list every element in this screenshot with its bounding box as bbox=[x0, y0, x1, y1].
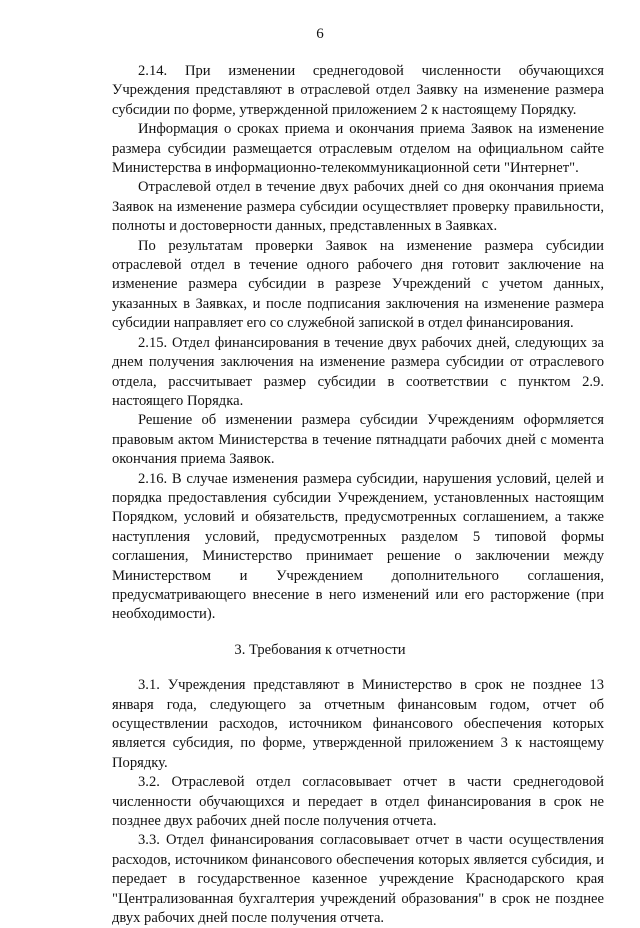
paragraph-3-3: 3.3. Отдел финансирования согласовывает отчет в части осуществления расходов, источником финансового обеспечения которых является субсидия, и передает в государственное казенное учреждение Краснодарского края "Централизованная бухгалтерия учреждений образования" в срок не позднее двух рабочих дней после получения отчета. bbox=[112, 832, 604, 927]
paragraph-2-14: 2.14. При изменении среднегодовой численности обучающихся Учреждения представляют в отраслевой отдел Заявку на изменение размера субсидии по форме, утвержденной приложением 2 к настоящему Порядку. bbox=[112, 63, 604, 118]
paragraph-3-2: 3.2. Отраслевой отдел согласовывает отчет в части среднегодовой численности обучающихся и передает в отдел финансирования в срок не позднее двух рабочих дней после получения отчета. bbox=[112, 774, 604, 830]
paragraph-verification: Отраслевой отдел в течение двух рабочих дней со дня окончания приема Заявок на изменение размера субсидии осуществляет проверку правильности, полноты и достоверности данных, представленных в Заявках. bbox=[112, 179, 604, 235]
page-number: 6 bbox=[316, 26, 324, 42]
paragraph-2-15: 2.15. Отдел финансирования в течение двух рабочих дней, следующих за днем получения заключения на изменение размера субсидии от отраслевого отдела, рассчитывает размер субсидии в соответствии с пунктом 2.9. настоящего Порядка. bbox=[112, 334, 604, 409]
paragraph-2-16: 2.16. В случае изменения размера субсидии, нарушения условий, целей и порядка предоставления субсидии Учреждением, установленных настоящим Порядком, условий и обязательств, предусмотренных соглашением, а также наступления условий, предусмотренных разделом 5 типовой формы соглашения, Министерство принимает решение о заключении между Министерством и Учреждением дополнительного соглашения, предусматривающего внесение в него изменений или его расторжение (при необходимости). bbox=[112, 470, 604, 623]
paragraph-conclusion: По результатам проверки Заявок на изменение размера субсидии отраслевой отдел в течение одного рабочего дня готовит заключение на изменение размера субсидии в разрезе Учреждений с учетом данных, указанных в Заявках, и после подписания заключения на изменение размера субсидии направляет его со служебной запиской в отдел финансирования. bbox=[112, 237, 604, 332]
section-heading: 3. Требования к отчетности bbox=[234, 641, 406, 658]
paragraph-deadlines-info: Информация о сроках приема и окончания приема Заявок на изменение размера субсидии размещается отраслевым отделом на официальном сайте Министерства в информационно-телекоммуникационной сети "Интернет". bbox=[112, 121, 604, 177]
paragraph-3-1: 3.1. Учреждения представляют в Министерство в срок не позднее 13 января года, следующего за отчетным финансовым годом, отчет об осуществлении расходов, источником финансового обеспечения которых является субсидия, по форме, утвержденной приложением 3 к настоящему Порядку. bbox=[112, 677, 604, 771]
paragraph-decision: Решение об изменении размера субсидии Учреждениям оформляется правовым актом Министерства в течение пятнадцати рабочих дней с момента окончания приема Заявок. bbox=[112, 412, 604, 468]
